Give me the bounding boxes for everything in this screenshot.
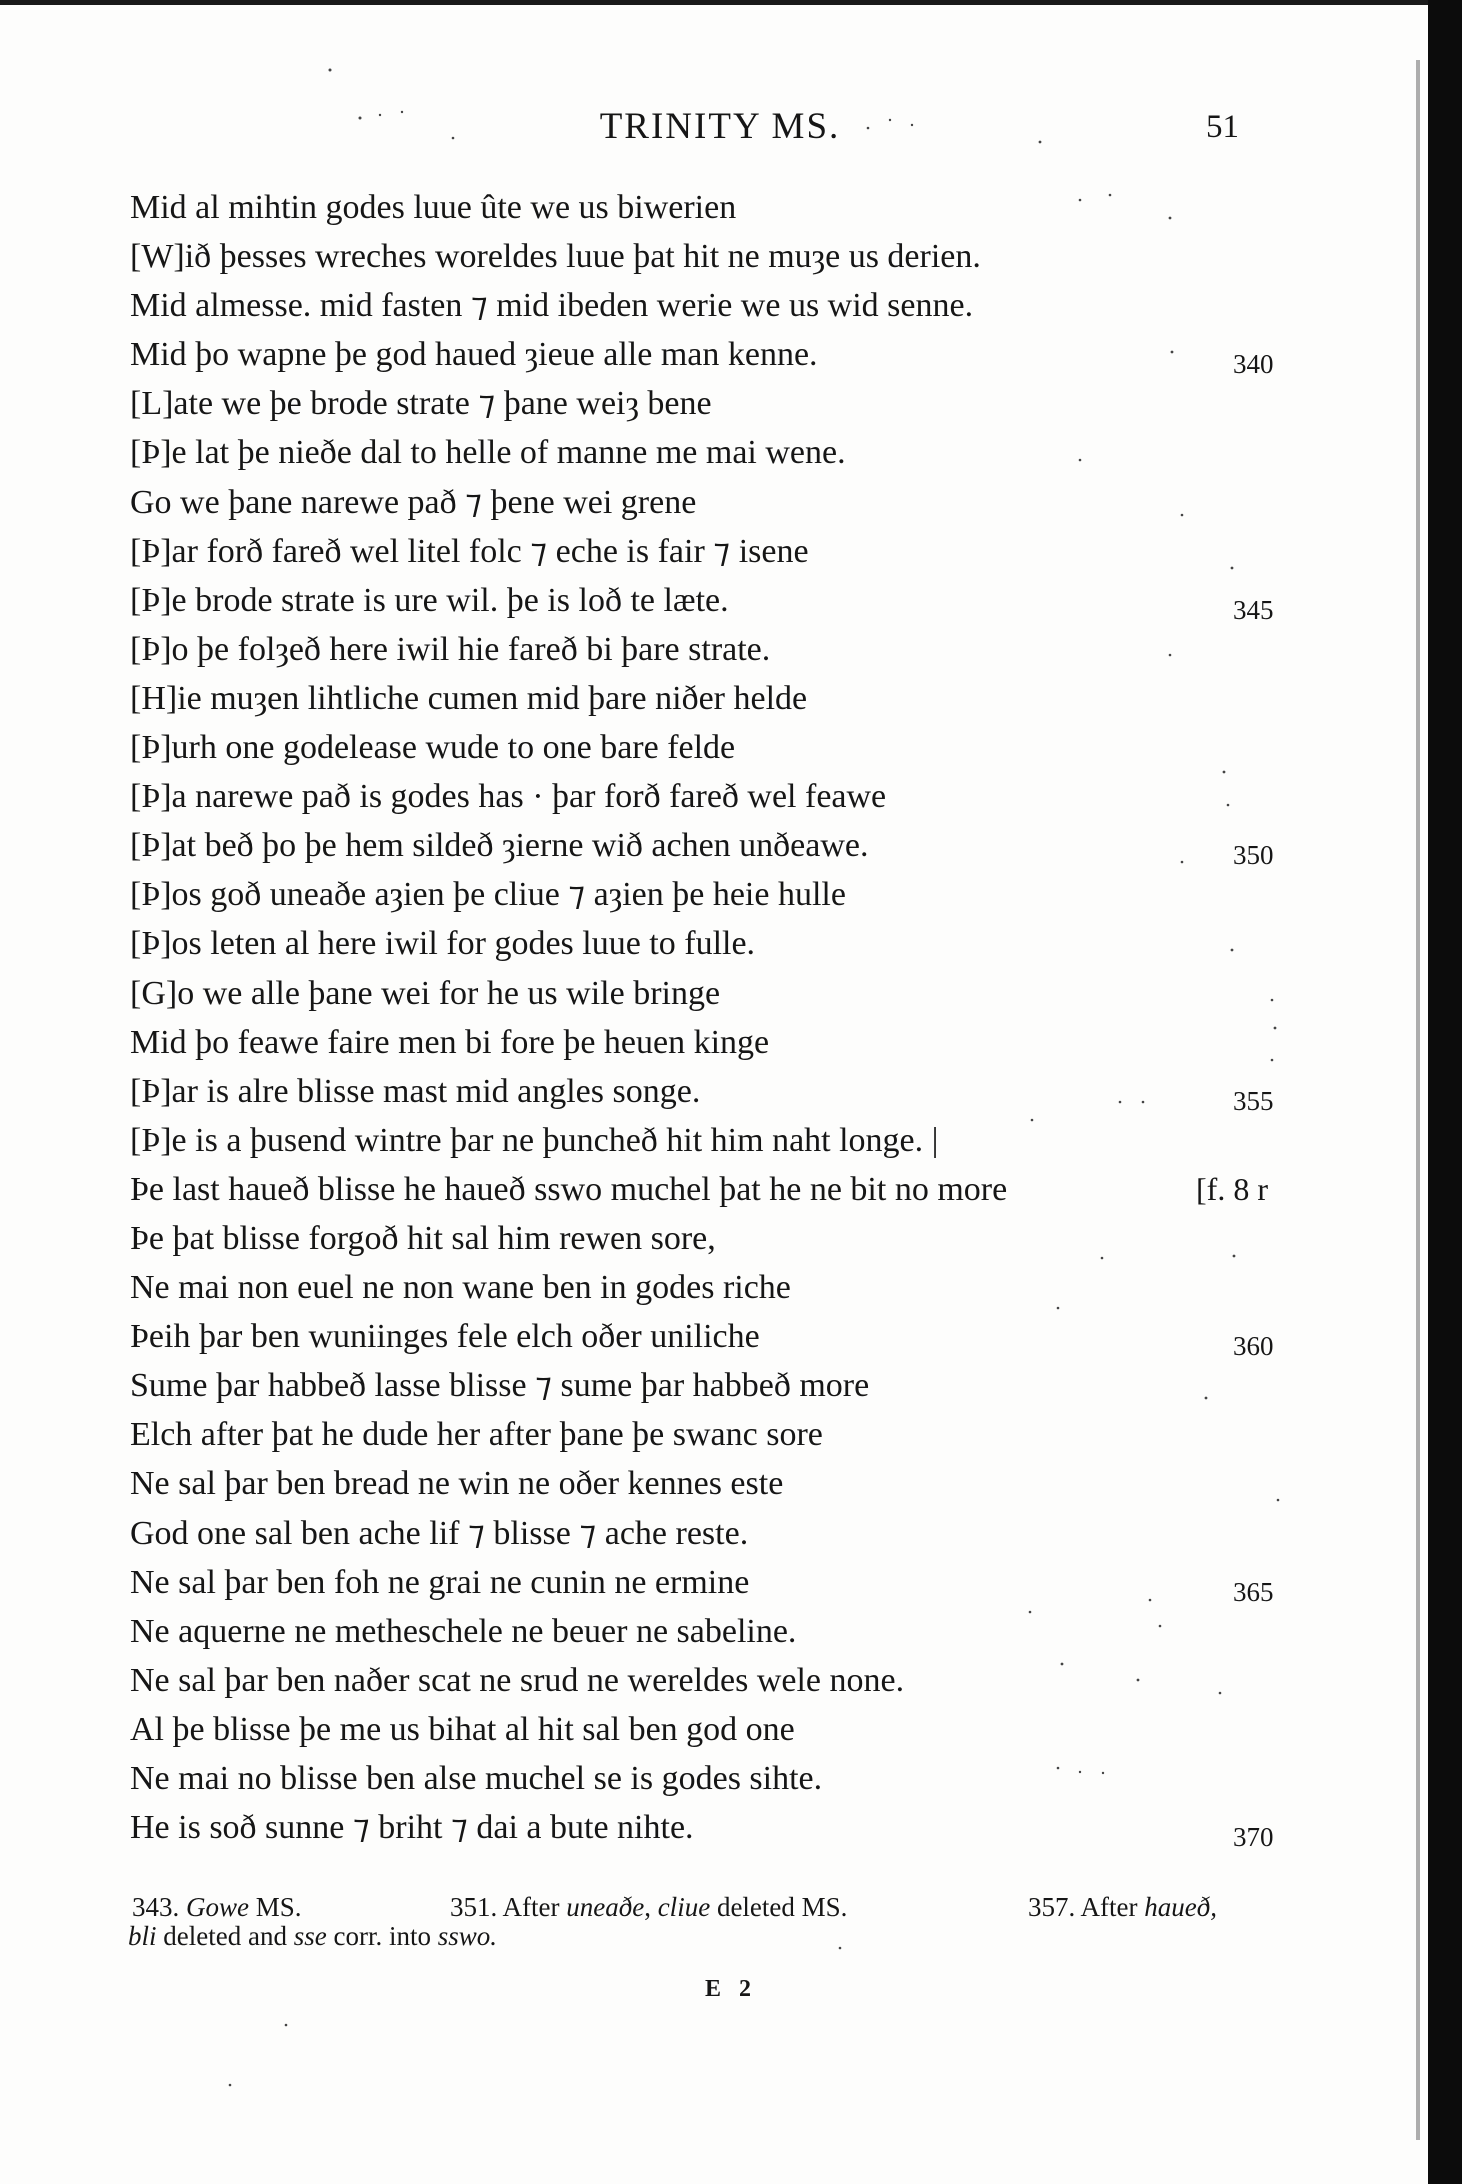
- verse-line: [0, 379, 1400, 428]
- verse-line: [0, 870, 1400, 919]
- footnote-row-1: [132, 1893, 1292, 1922]
- verse-line-text: Ne mai non euel ne non wane ben in godes riche: [130, 1269, 791, 1307]
- verse-line: [0, 576, 1400, 625]
- verse-line: [0, 625, 1400, 674]
- line-number: 370: [1233, 1822, 1274, 1853]
- footnotes: [128, 1892, 1292, 1951]
- verse-line: [0, 1410, 1400, 1459]
- book-spine-shadow: [1428, 0, 1462, 2184]
- folio-marker: [f. 8 r: [1196, 1170, 1268, 1207]
- verse-line: [0, 1509, 1400, 1558]
- verse-line-text: Mid almesse. mid fasten ⁊ mid ibeden werie we us wid senne.: [130, 287, 974, 325]
- verse-line: [0, 1067, 1400, 1116]
- verse-line-text: [Þ]e brode strate is ure wil. þe is loð te læte.: [130, 581, 729, 619]
- verse-text: [0, 183, 1400, 1852]
- verse-line: [0, 1263, 1400, 1312]
- verse-line: [0, 1558, 1400, 1607]
- verse-line: [0, 1754, 1400, 1803]
- verse-line: [0, 772, 1400, 821]
- verse-line: [0, 1656, 1400, 1705]
- verse-line-text: Þe last haueð blisse he haueð sswo muchel þat he ne bit no more: [130, 1170, 1008, 1208]
- verse-line-text: Elch after þat he dude her after þane þe swanc sore: [130, 1416, 823, 1454]
- verse-line-text: [Þ]o þe folȝeð here iwil hie fareð bi þare strate.: [130, 630, 771, 668]
- verse-line-text: [Þ]e is a þusend wintre þar ne þuncheð hit him naht longe. |: [130, 1121, 939, 1159]
- verse-line: [0, 674, 1400, 723]
- verse-line-text: [Þ]at beð þo þe hem sildeð ȝierne wið achen unðeawe.: [130, 827, 869, 865]
- verse-line: [0, 969, 1400, 1018]
- footnote-351: 351. After uneaðe, cliue deleted MS.: [450, 1892, 848, 1922]
- verse-line-text: Ne sal þar ben foh ne grai ne cunin ne ermine: [130, 1563, 750, 1601]
- verse-line: [0, 183, 1400, 232]
- verse-line-text: Ne sal þar ben naðer scat ne srud ne wereldes wele none.: [130, 1661, 905, 1699]
- verse-line-text: Mid þo feawe faire men bi fore þe heuen kinge: [130, 1023, 770, 1061]
- verse-line-text: Ne mai no blisse ben alse muchel se is godes sihte.: [130, 1760, 823, 1797]
- verse-line-text: Al þe blisse þe me us bihat al hit sal ben god one: [130, 1710, 795, 1748]
- verse-line: [0, 723, 1400, 772]
- verse-line: [0, 1018, 1400, 1067]
- line-number: 355: [1233, 1085, 1274, 1116]
- footnote-357: 357. After haueð,: [1028, 1892, 1217, 1922]
- line-number: 350: [1233, 840, 1274, 871]
- verse-line: [0, 281, 1400, 330]
- verse-line: [0, 232, 1400, 281]
- running-title: TRINITY MS.: [599, 106, 841, 147]
- verse-line-text: [Þ]e lat þe nieðe dal to helle of manne me mai wene.: [130, 434, 846, 472]
- verse-line: [0, 919, 1400, 968]
- verse-line-text: Sume þar habbeð lasse blisse ⁊ sume þar habbeð more: [130, 1367, 870, 1405]
- verse-line-text: [Þ]os goð uneaðe aȝien þe cliue ⁊ aȝien þe heie hulle: [130, 876, 846, 914]
- verse-line-text: [Þ]os leten al here iwil for godes luue to fulle.: [130, 925, 756, 963]
- footnote-357-continued: bli deleted and sse corr. into sswo.: [128, 1921, 497, 1951]
- verse-line: [0, 1116, 1400, 1165]
- verse-line-text: Mid al mihtin godes luue ûte we us biwerien: [130, 189, 737, 226]
- verse-line: [0, 1607, 1400, 1656]
- verse-line-text: Ne aquerne ne metheschele ne beuer ne sabeline.: [130, 1612, 797, 1650]
- page-number: 51: [1206, 109, 1239, 145]
- verse-line: [0, 1361, 1400, 1410]
- verse-line: [0, 478, 1400, 527]
- verse-line: [0, 1459, 1400, 1508]
- verse-line-text: Go we þane narewe pað ⁊ þene wei grene: [130, 483, 697, 521]
- verse-line-text: [Þ]ar forð fareð wel litel folc ⁊ eche is fair ⁊ isene: [130, 532, 809, 570]
- verse-line: [0, 821, 1400, 870]
- top-edge-rule: [0, 0, 1428, 5]
- verse-line-text: God one sal ben ache lif ⁊ blisse ⁊ ache reste.: [130, 1514, 749, 1552]
- verse-line-text: [Þ]ar is alre blisse mast mid angles songe.: [130, 1072, 701, 1110]
- verse-line-text: He is soð sunne ⁊ briht ⁊ dai a bute nihte.: [130, 1809, 694, 1847]
- verse-line: [0, 428, 1400, 477]
- line-number: 340: [1233, 349, 1274, 380]
- signature-mark: E 2: [704, 1976, 757, 2002]
- verse-line-text: Mid þo wapne þe god haued ȝieue alle man kenne.: [130, 336, 818, 374]
- verse-line: [0, 1803, 1400, 1852]
- verse-line-text: [G]o we alle þane wei for he us wile bringe: [130, 974, 721, 1012]
- verse-line: [0, 1312, 1400, 1361]
- verse-line-text: Þe þat blisse forgoð hit sal him rewen sore,: [130, 1219, 716, 1257]
- line-number: 365: [1233, 1576, 1274, 1607]
- verse-line-text: [Þ]a narewe pað is godes has · þar forð fareð wel feawe: [130, 778, 887, 816]
- verse-line-text: [H]ie muȝen lihtliche cumen mid þare niðer helde: [130, 679, 808, 717]
- line-number: 345: [1233, 594, 1274, 625]
- page-edge-shadow: [1416, 60, 1420, 2140]
- verse-line: [0, 1705, 1400, 1754]
- verse-line: [0, 1214, 1400, 1263]
- verse-line-text: [Þ]urh one godelease wude to one bare felde: [130, 729, 736, 767]
- line-number: 360: [1233, 1331, 1274, 1362]
- footnote-row-2: [128, 1921, 1292, 1951]
- verse-line-text: Þeih þar ben wuniinges fele elch oðer uniliche: [130, 1318, 760, 1356]
- verse-line: [0, 1165, 1400, 1214]
- verse-line: [0, 330, 1400, 379]
- footnote-343: 343. Gowe MS.: [132, 1892, 302, 1922]
- verse-line-text: [W]ið þesses wreches woreldes luue þat hit ne muȝe us derien.: [130, 238, 981, 276]
- verse-line: [0, 527, 1400, 576]
- verse-line-text: [L]ate we þe brode strate ⁊ þane weiȝ bene: [130, 385, 712, 423]
- verse-line-text: Ne sal þar ben bread ne win ne oðer kennes este: [130, 1465, 784, 1503]
